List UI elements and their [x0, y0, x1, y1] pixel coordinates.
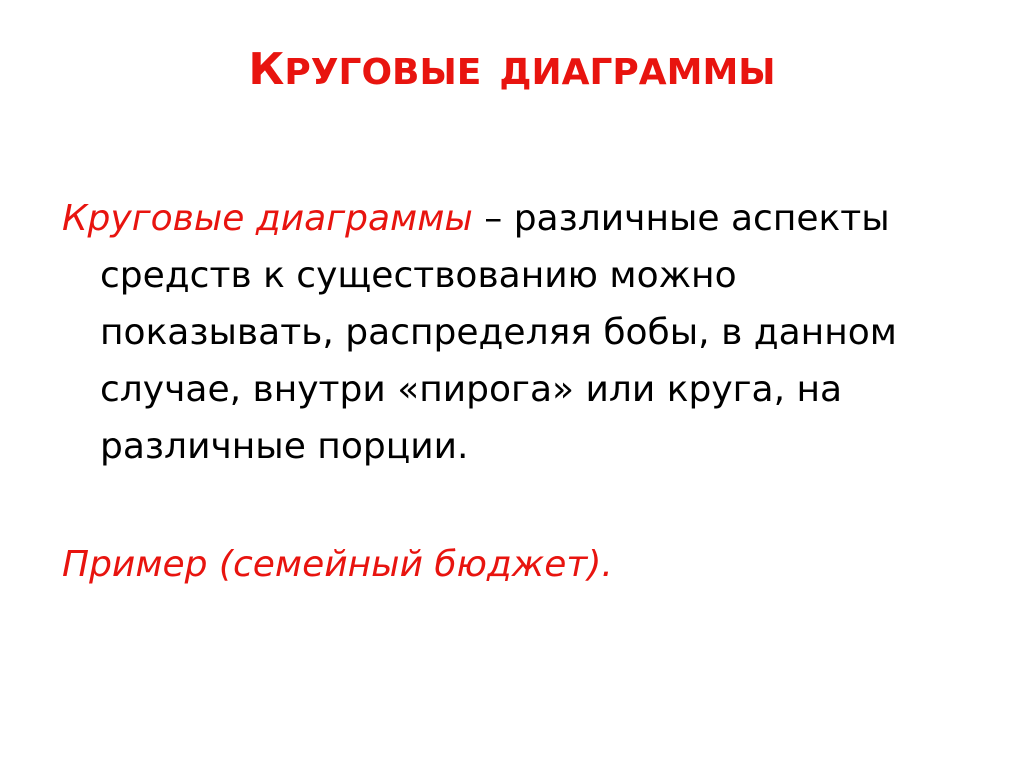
title-word1-rest: РУГОВЫЕ	[284, 52, 482, 93]
definition-term: Круговые диаграммы	[62, 198, 473, 239]
title-first-letter: К	[248, 44, 285, 95]
definition-body: – различные аспекты средств к существованию можно показывать, распределяя бобы, в данном случае, внутри «пирога» или круга, на различные порции.	[100, 198, 897, 467]
slide-title	[0, 44, 1024, 95]
definition-paragraph	[62, 190, 960, 475]
example-text: Пример (семейный бюджет).	[62, 544, 613, 585]
title-word2: ДИАГРАММЫ	[499, 52, 776, 93]
